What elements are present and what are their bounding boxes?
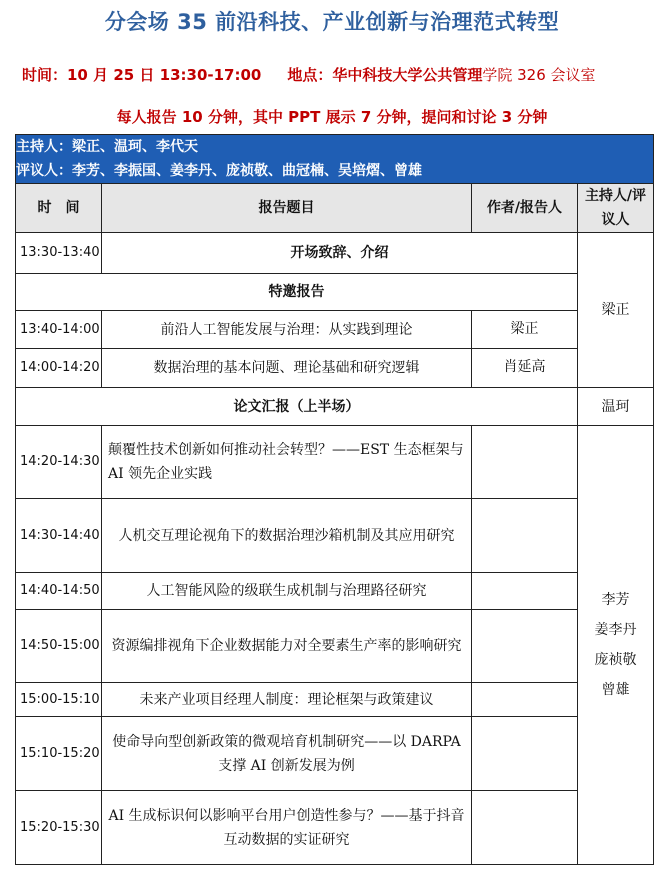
- table-row: [16, 573, 654, 610]
- col-topic: 报告题目: [102, 184, 472, 233]
- hosts-row: [16, 135, 654, 184]
- session-place-rest: 学院 326 会议室: [482, 66, 596, 84]
- table-row: [16, 610, 654, 683]
- row-topic: 使命导向型创新政策的微观培育机制研究——以 DARPA 支撑 AI 创新发展为例: [102, 717, 472, 791]
- row-time: 14:00-14:20: [16, 349, 102, 388]
- col-moderator: 主持人/评议人: [578, 184, 654, 233]
- row-author: [472, 610, 578, 683]
- reviewer-3: 庞祯敬: [594, 652, 637, 668]
- reviewer-1: 李芳: [601, 592, 630, 608]
- row-time: 15:10-15:20: [16, 717, 102, 791]
- table-row: [16, 349, 654, 388]
- table-row: [16, 717, 654, 791]
- table-row: [16, 426, 654, 499]
- moderator-cell-1: 梁正: [578, 233, 654, 388]
- agenda-table: [15, 134, 654, 865]
- table-row: [16, 388, 654, 426]
- row-topic: 未来产业项目经理人制度：理论框架与政策建议: [102, 683, 472, 717]
- row-time: 13:40-14:00: [16, 311, 102, 349]
- row-time: 14:40-14:50: [16, 573, 102, 610]
- row-time: 14:20-14:30: [16, 426, 102, 499]
- row-time: 14:30-14:40: [16, 499, 102, 573]
- row-topic: 开场致辞、介绍: [102, 233, 578, 274]
- row-topic: 数据治理的基本问题、理论基础和研究逻辑: [102, 349, 472, 388]
- row-author: [472, 499, 578, 573]
- row-author: 肖延高: [472, 349, 578, 388]
- row-topic: 颠覆性技术创新如何推动社会转型？——EST 生态框架与 AI 领先企业实践: [102, 426, 472, 499]
- table-row: [16, 233, 654, 274]
- row-time: 13:30-13:40: [16, 233, 102, 274]
- row-author: [472, 573, 578, 610]
- row-time: 15:00-15:10: [16, 683, 102, 717]
- row-author: [472, 683, 578, 717]
- reviewers-text: 评议人：李芳、李振国、姜李丹、庞祯敬、曲冠楠、吴培熠、曾雄: [16, 163, 422, 179]
- hosts-text: 主持人：梁正、温珂、李代天: [16, 139, 198, 155]
- section-header-invited: 特邀报告: [16, 274, 578, 311]
- reviewer-4: 曾雄: [601, 682, 630, 698]
- row-topic: 人工智能风险的级联生成机制与治理路径研究: [102, 573, 472, 610]
- row-author: 梁正: [472, 311, 578, 349]
- section-header-papers: 论文汇报（上半场）: [16, 388, 578, 426]
- col-time: 时 间: [16, 184, 102, 233]
- col-author: 作者/报告人: [472, 184, 578, 233]
- moderator-cell-3: [578, 426, 654, 865]
- moderator-cell-2: 温珂: [578, 388, 654, 426]
- table-row: [16, 683, 654, 717]
- row-author: [472, 791, 578, 865]
- row-topic: 人机交互理论视角下的数据治理沙箱机制及其应用研究: [102, 499, 472, 573]
- table-row: [16, 274, 654, 311]
- row-author: [472, 717, 578, 791]
- session-place: 地点：华中科技大学公共管理: [287, 66, 483, 84]
- table-row: [16, 311, 654, 349]
- row-topic: 前沿人工智能发展与治理：从实践到理论: [102, 311, 472, 349]
- row-topic: 资源编排视角下企业数据能力对全要素生产率的影响研究: [102, 610, 472, 683]
- row-topic: AI 生成标识何以影响平台用户创造性参与？——基于抖音互动数据的实证研究: [102, 791, 472, 865]
- table-header-row: [16, 184, 654, 233]
- row-time: 15:20-15:30: [16, 791, 102, 865]
- session-rule: 每人报告 10 分钟，其中 PPT 展示 7 分钟，提问和讨论 3 分钟: [116, 108, 548, 126]
- reviewer-2: 姜李丹: [594, 622, 637, 638]
- session-info: [22, 64, 596, 85]
- row-time: 14:50-15:00: [16, 610, 102, 683]
- table-row: [16, 499, 654, 573]
- session-title: 分会场 35 前沿科技、产业创新与治理范式转型: [104, 10, 560, 34]
- session-time: 时间：10 月 25 日 13:30-17:00: [22, 66, 262, 84]
- row-author: [472, 426, 578, 499]
- table-row: [16, 791, 654, 865]
